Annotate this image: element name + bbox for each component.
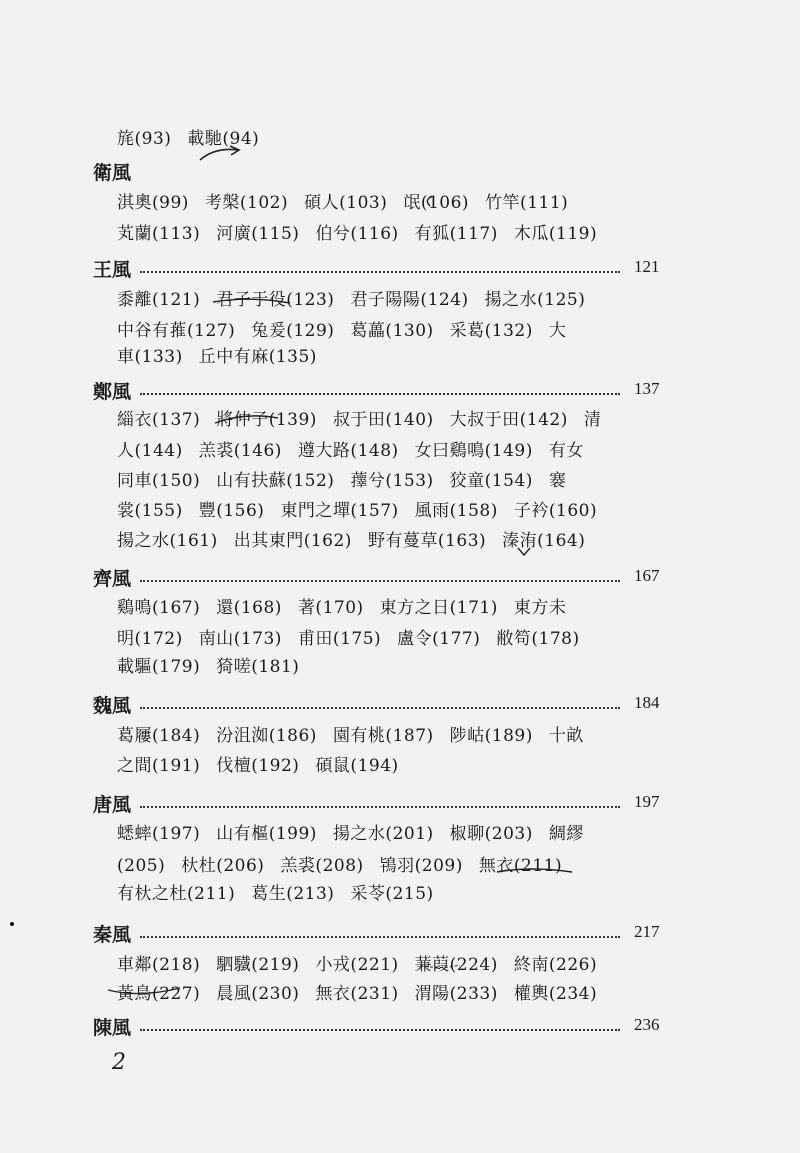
poem-entry: 氓(106)	[403, 193, 470, 213]
poem-entry: 葛藟(130)	[350, 321, 434, 341]
poem-entry: 猗嗟(181)	[216, 657, 300, 677]
poem-entry: 蘀兮(153)	[350, 471, 434, 491]
section-heading: 唐風	[93, 794, 132, 816]
poem-entry: 小戎(221)	[315, 955, 399, 975]
poem-entry: 東方之日(171)	[379, 598, 498, 618]
poem-entry: 君子于役(123)	[216, 290, 335, 310]
poem-entry: 中谷有蓷(127)	[117, 321, 236, 341]
poem-entry: 黍離(121)	[117, 290, 201, 310]
poem-entry: 陟岵(189)	[449, 726, 533, 746]
poem-entry: 渭陽(233)	[414, 984, 498, 1004]
poem-entry: 將仲子(139)	[216, 410, 317, 430]
section-page-number: 197	[634, 792, 660, 811]
poem-entry: 園有桃(187)	[332, 726, 434, 746]
poem-entry: 車(133)	[117, 347, 183, 367]
poem-entry: 無衣(211)	[478, 856, 563, 876]
poem-entry: 大	[548, 321, 567, 341]
poem-entry: 叔于田(140)	[332, 410, 434, 430]
poem-entry: 東方未	[513, 598, 567, 618]
section-heading: 魏風	[93, 695, 132, 717]
section-page-number: 137	[634, 379, 660, 398]
poem-entry: 狡童(154)	[449, 471, 533, 491]
poem-entry: 碩人(103)	[304, 193, 388, 213]
poem-entry: 羔裘(208)	[280, 856, 364, 876]
poem-entry: 風雨(158)	[414, 501, 498, 521]
poem-entry: 終南(226)	[513, 955, 598, 975]
poem-entry: 河廣(115)	[216, 224, 300, 244]
poem-entry: 裳(155)	[117, 501, 183, 521]
poem-entry: 椒聊(203)	[449, 824, 533, 844]
poem-entry: 杕杜(206)	[181, 856, 265, 876]
poem-entry: 蟋蟀(197)	[117, 824, 201, 844]
poem-entry: 野有蔓草(163)	[367, 531, 487, 551]
poem-entry: 揚之水(201)	[332, 824, 434, 844]
poem-entry: 子衿(160)	[513, 501, 598, 521]
poem-entry: 出其東門(162)	[233, 531, 352, 551]
poem-entry: 綢繆	[548, 824, 584, 844]
poem-entry: 鷄鳴(167)	[117, 598, 201, 618]
poem-entry: 兔爰(129)	[251, 321, 335, 341]
poem-entry: 載驅(179)	[117, 657, 201, 677]
section-page-number: 236	[634, 1015, 660, 1034]
section-page-number: 217	[634, 922, 660, 941]
poem-entry: 緇衣(137)	[117, 410, 201, 430]
poem-entry: 竹竿(111)	[485, 193, 569, 213]
poem-entry: 考槃(102)	[204, 193, 289, 213]
poem-entry: 揚之水(161)	[117, 531, 218, 551]
poem-entry: 伯兮(116)	[315, 224, 399, 244]
section-page-number: 184	[634, 693, 660, 712]
poem-entry: 有女	[548, 441, 584, 461]
poem-entry: 權輿(234)	[513, 984, 598, 1004]
poem-entry: 葛生(213)	[251, 884, 335, 904]
poem-entry: 碩鼠(194)	[315, 756, 399, 776]
poem-entry: 南山(173)	[198, 629, 282, 649]
poem-entry: 羔裘(146)	[198, 441, 282, 461]
section-heading: 秦風	[93, 924, 132, 946]
section-heading: 陳風	[93, 1017, 132, 1039]
poem-entry: 駟驖(219)	[216, 955, 300, 975]
poem-entry: 褰	[548, 471, 567, 491]
poem-entry: 車鄰(218)	[117, 955, 201, 975]
poem-entry: 君子陽陽(124)	[350, 290, 469, 310]
poem-entry: 著(170)	[297, 598, 364, 618]
section-page-number: 121	[634, 257, 660, 276]
poem-entry: 旄(93)	[117, 129, 172, 149]
poem-entry: 盧令(177)	[397, 629, 481, 649]
section-page-number: 167	[634, 566, 660, 585]
poem-entry: 有杕之杜(211)	[117, 884, 236, 904]
poem-entry: 女曰鷄鳴(149)	[414, 441, 533, 461]
poem-entry: 揚之水(125)	[484, 290, 586, 310]
poem-entry: 無衣(231)	[315, 984, 399, 1004]
page-number: 2	[112, 1050, 126, 1075]
poem-entry: 甫田(175)	[297, 629, 382, 649]
poem-entry: 敝笱(178)	[496, 629, 580, 649]
section-heading: 衛風	[93, 162, 132, 184]
poem-entry: 清	[583, 410, 602, 430]
poem-entry: 溱洧(164)	[502, 531, 586, 551]
section-heading: 鄭風	[93, 381, 132, 403]
poem-entry: 黃鳥(227)	[117, 984, 201, 1004]
poem-entry: 蒹葭(224)	[414, 955, 498, 975]
poem-entry: 汾沮洳(186)	[216, 726, 317, 746]
poem-entry: 十畝	[548, 726, 584, 746]
poem-entry: 之間(191)	[117, 756, 201, 776]
poem-entry: 葛屨(184)	[117, 726, 201, 746]
poem-entry: 采葛(132)	[449, 321, 533, 341]
poem-entry: 大叔于田(142)	[449, 410, 568, 430]
poem-entry: 鴇羽(209)	[379, 856, 463, 876]
poem-entry: 伐檀(192)	[216, 756, 300, 776]
poem-entry: 木瓜(119)	[513, 224, 598, 244]
poem-entry: 芄蘭(113)	[117, 224, 201, 244]
poem-entry: 豐(156)	[198, 501, 265, 521]
section-heading: 王風	[93, 259, 132, 281]
poem-entry: 晨風(230)	[216, 984, 300, 1004]
poem-entry: 同車(150)	[117, 471, 201, 491]
section-heading: 齊風	[93, 568, 132, 590]
poem-entry: 丘中有麻(135)	[198, 347, 317, 367]
poem-entry: 人(144)	[117, 441, 183, 461]
poem-entry: 遵大路(148)	[297, 441, 399, 461]
ink-speck	[10, 922, 14, 926]
poem-entry: 有狐(117)	[414, 224, 498, 244]
poem-entry: 采苓(215)	[350, 884, 434, 904]
poem-entry: 載馳(94)	[187, 129, 260, 149]
poem-entry: 山有扶蘇(152)	[216, 471, 335, 491]
poem-entry: 還(168)	[216, 598, 282, 618]
poem-entry: 淇奧(99)	[117, 193, 189, 213]
poem-entry: 明(172)	[117, 629, 183, 649]
poem-entry: 東門之墠(157)	[280, 501, 399, 521]
poem-entry: 山有樞(199)	[216, 824, 317, 844]
poem-entry: (205)	[117, 856, 166, 876]
